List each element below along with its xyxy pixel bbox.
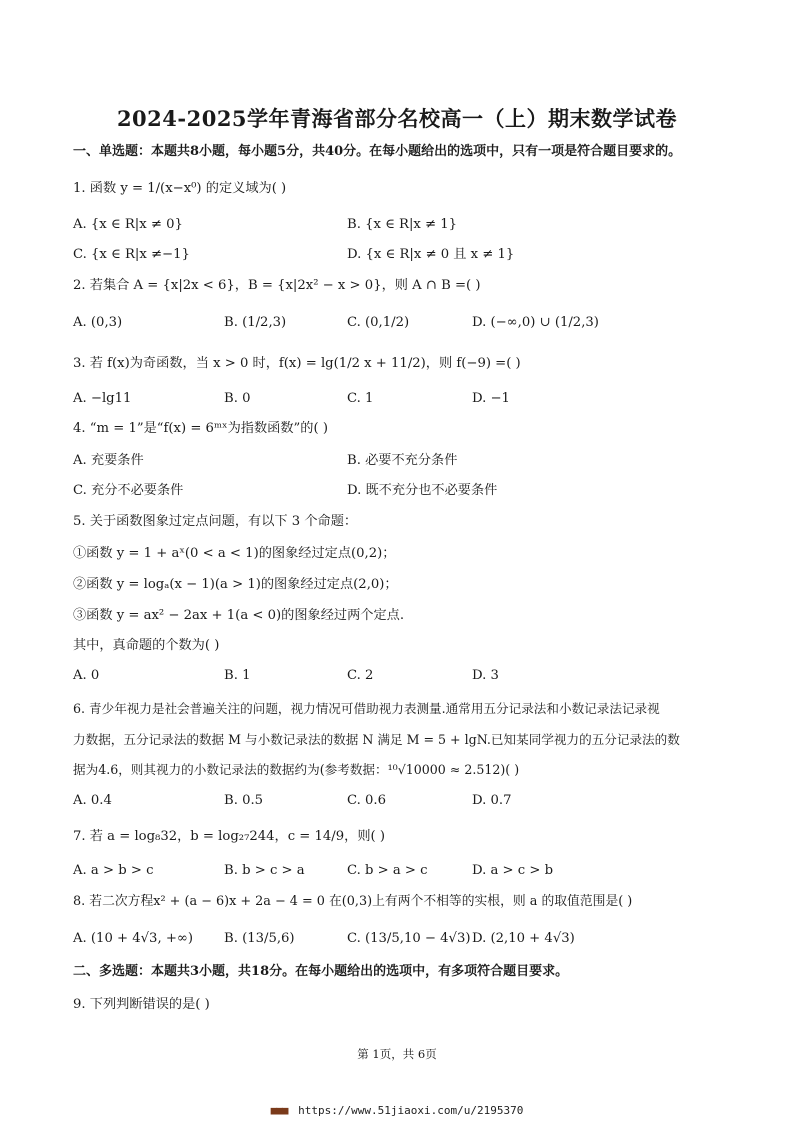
- question-1-stem: 1. 函数 y = 1/(x−x⁰) 的定义域为( ): [73, 181, 287, 196]
- question-2-option-b: B. (1/2,3): [224, 315, 287, 330]
- question-4-option-c: C. 充分不必要条件: [73, 483, 184, 498]
- question-8-option-c: C. (13/5,10 − 4√3): [347, 931, 471, 946]
- question-7-option-a: A. a > b > c: [73, 863, 154, 878]
- question-7-option-b: B. b > c > a: [224, 863, 305, 878]
- exam-title: 2024-2025学年青海省部分名校高一（上）期末数学试卷: [116, 106, 678, 131]
- question-5-proposition-1: ①函数 y = 1 + aˣ(0 < a < 1)的图象经过定点(0,2)；: [73, 546, 396, 561]
- question-8-stem: 8. 若二次方程x² + (a − 6)x + 2a − 4 = 0 在(0,3)上有两个不相等的实根，则 a 的取值范围是( ): [73, 894, 633, 909]
- question-6-option-a: A. 0.4: [73, 793, 112, 808]
- question-2-stem: 2. 若集合 A = {x|2x < 6}，B = {x|2x² − x > 0}，则 A ∩ B =( ): [73, 278, 481, 293]
- question-5-option-b: B. 1: [224, 668, 251, 683]
- question-3-option-a: A. −lg11: [73, 391, 132, 406]
- question-4-option-d: D. 既不充分也不必要条件: [347, 483, 498, 498]
- question-6-line-3: 据为4.6，则其视力的小数记录法的数据约为(参考数据：¹⁰√10000 ≈ 2.512)( ): [73, 762, 520, 777]
- question-3-stem: 3. 若 f(x)为奇函数，当 x > 0 时，f(x) = lg(1/2 x + 11/2)，则 f(−9) =( ): [73, 356, 521, 371]
- question-1-option-c: C. {x ∈ R|x ≠−1}: [73, 247, 190, 262]
- question-1-option-d: D. {x ∈ R|x ≠ 0 且 x ≠ 1}: [347, 247, 515, 262]
- question-5-proposition-3: ③函数 y = ax² − 2ax + 1(a < 0)的图象经过两个定点.: [73, 608, 405, 623]
- question-5-stem: 5. 关于函数图象过定点问题，有以下 3 个命题：: [73, 514, 358, 529]
- question-8-option-d: D. (2,10 + 4√3): [472, 931, 575, 946]
- question-7-stem: 7. 若 a = log₈32，b = log₂₇244，c = 14/9，则( ): [73, 829, 385, 844]
- question-3-option-d: D. −1: [472, 391, 510, 406]
- question-6-option-d: D. 0.7: [472, 793, 512, 808]
- section-single-choice-header: 一、单选题：本题共8小题，每小题5分，共40分。在每小题给出的选项中，只有一项是符合题目要求的。: [73, 144, 682, 159]
- question-8-option-a: A. (10 + 4√3, +∞): [73, 931, 194, 946]
- question-4-stem: 4. “m = 1”是“f(x) = 6ᵐˣ为指数函数”的( ): [73, 421, 328, 436]
- question-2-option-a: A. (0,3): [73, 315, 123, 330]
- question-3-option-c: C. 1: [347, 391, 374, 406]
- watermark: [0, 1104, 794, 1117]
- question-3-option-b: B. 0: [224, 391, 251, 406]
- question-2-option-c: C. (0,1/2): [347, 315, 410, 330]
- watermark-logo-icon: ■■■: [270, 1104, 288, 1117]
- question-7-option-d: D. a > c > b: [472, 863, 554, 878]
- section-multi-choice-header: 二、多选题：本题共3小题，共18分。在每小题给出的选项中，有多项符合题目要求。: [73, 964, 569, 979]
- question-1-option-b: B. {x ∈ R|x ≠ 1}: [347, 217, 458, 232]
- question-6-option-b: B. 0.5: [224, 793, 264, 808]
- question-5-option-d: D. 3: [472, 668, 499, 683]
- watermark-url[interactable]: https://www.51jiaoxi.com/u/2195370: [298, 1104, 524, 1117]
- question-5-option-a: A. 0: [73, 668, 100, 683]
- question-5-prompt: 其中，真命题的个数为( ): [73, 638, 220, 653]
- question-4-option-b: B. 必要不充分条件: [347, 453, 458, 468]
- page-footer: 第 1页，共 6页: [357, 1047, 437, 1061]
- question-5-proposition-2: ②函数 y = logₐ(x − 1)(a > 1)的图象经过定点(2,0)；: [73, 577, 398, 592]
- question-1-option-a: A. {x ∈ R|x ≠ 0}: [73, 217, 183, 232]
- question-9-stem: 9. 下列判断错误的是( ): [73, 997, 210, 1012]
- question-6-option-c: C. 0.6: [347, 793, 386, 808]
- question-4-option-a: A. 充要条件: [73, 453, 144, 468]
- question-2-option-d: D. (−∞,0) ∪ (1/2,3): [472, 315, 599, 330]
- question-6-line-2: 力数据，五分记录法的数据 M 与小数记录法的数据 N 满足 M = 5 + lgN.已知某同学视力的五分记录法的数: [73, 732, 680, 747]
- question-5-option-c: C. 2: [347, 668, 374, 683]
- question-8-option-b: B. (13/5,6): [224, 931, 295, 946]
- question-7-option-c: C. b > a > c: [347, 863, 428, 878]
- question-6-stem: 6. 青少年视力是社会普遍关注的问题，视力情况可借助视力表测量.通常用五分记录法和小数记录法记录视: [73, 701, 660, 716]
